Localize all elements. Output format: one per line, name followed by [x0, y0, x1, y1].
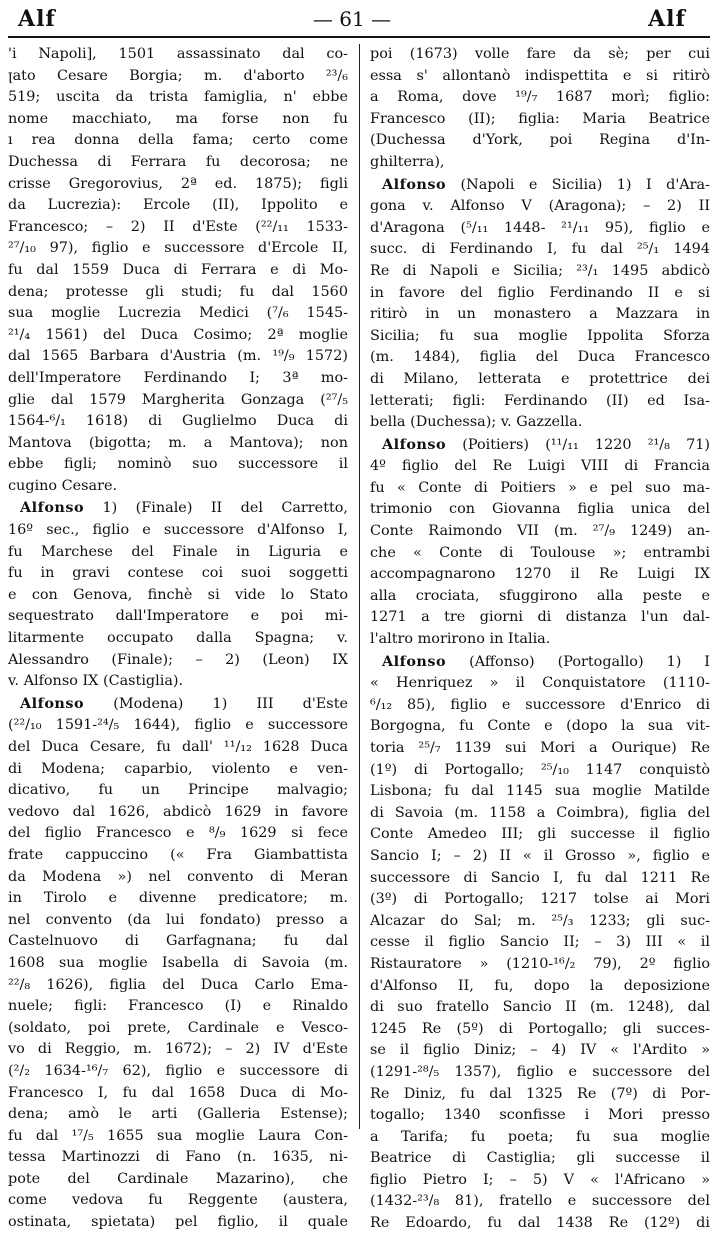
line-text: 'i Napoli], 1501 assassinato dal co- — [8, 46, 348, 62]
line-text: del figlio Francesco e ⁸/₉ 1629 si fece — [8, 825, 348, 842]
line-text: gona v. Alfonso V (Aragona); – 2) II — [370, 198, 710, 215]
line-text: pote del Cardinale Mazarino), che — [8, 1170, 348, 1187]
line-text: Francesco (II); figlia: Maria Beatrice — [370, 110, 710, 127]
line-text: 4º figlio del Re Luigi VIII di Francia — [370, 458, 710, 475]
line-text: v. Alfonso IX (Castiglia). — [8, 673, 184, 690]
text-line — [8, 845, 348, 867]
text-line — [370, 87, 710, 109]
line-text: di suo fratello Sancio II (m. 1248), dal — [370, 999, 710, 1016]
line-text: litarmente occupato dalla Spagna; v. — [8, 630, 348, 647]
entry-headword: Alfonso — [20, 499, 85, 517]
line-text: (Napoli e Sicilia) 1) I d'Ara- — [446, 176, 710, 193]
line-text: dell'Imperatore Ferdinando I; 3ª mo- — [8, 369, 348, 386]
text-line — [370, 152, 710, 174]
header-left-word: Alf — [18, 6, 56, 32]
left-column — [8, 44, 348, 1235]
line-text: (3º) di Portogallo; 1217 tolse ai Mori — [370, 891, 710, 908]
line-text: essa s' allontanò indispettita e si ritirò — [370, 67, 710, 84]
text-line — [370, 1191, 710, 1213]
text-line — [8, 650, 348, 672]
text-line — [370, 629, 710, 651]
text-line — [8, 780, 348, 802]
line-text: sua moglie Lucrezia Medici (⁷/₆ 1545- — [8, 305, 348, 322]
text-line — [370, 478, 710, 500]
text-line — [370, 369, 710, 391]
text-line — [8, 867, 348, 889]
text-line — [370, 1062, 710, 1084]
line-text: di Milano, letterata e protettrice dei — [370, 370, 710, 387]
text-line — [8, 109, 348, 131]
right-column — [370, 44, 710, 1235]
line-text: (1432-²³/₈ 81), fratello e successore del — [370, 1193, 710, 1210]
line-text: da Modena ») nel convento di Meran — [8, 868, 348, 885]
text-line — [8, 520, 348, 542]
line-text: alla crociata, sfuggirono alla peste e — [370, 587, 710, 604]
line-text: fu Marchese del Finale in Liguria e — [8, 543, 348, 560]
text-line — [8, 497, 348, 520]
line-text: Castelnuovo di Garfagnana; fu dal — [8, 933, 348, 950]
line-text: a Roma, dove ¹⁹/₇ 1687 morì; figlio: — [370, 89, 710, 106]
line-text: letterati; figli: Ferdinando (II) ed Isa- — [370, 392, 710, 409]
line-text: (²/₂ 1634-¹⁶/₇ 62), figlio e successore di — [8, 1062, 348, 1079]
line-text: e con Genova, finchè si vide lo Stato — [8, 586, 348, 603]
line-text: (Modena) 1) III d'Este — [84, 695, 348, 712]
line-text: (m. 1484), figlia del Duca Francesco — [370, 349, 710, 366]
line-text: toria ²⁵/₇ 1139 sui Mori a Ourique) Re — [370, 740, 710, 756]
text-line — [370, 760, 710, 782]
text-line — [8, 693, 348, 716]
text-line — [8, 628, 348, 650]
line-text: nuele; figli: Francesco (I) e Rinaldo — [8, 998, 348, 1015]
text-line — [370, 412, 710, 434]
line-text: successore di Sancio I, fu dal 1211 Re — [370, 869, 710, 886]
text-line — [370, 564, 710, 586]
text-line — [370, 326, 710, 348]
line-text: fu « Conte di Poitiers » e pel suo ma- — [370, 479, 710, 496]
line-text: ⁶/₁₂ 85), figlio e successore d'Enrico di — [370, 696, 710, 713]
text-line — [370, 824, 710, 846]
text-line — [8, 66, 348, 88]
text-line — [8, 823, 348, 845]
line-text: 1608 sua moglie Isabella di Savoia (m. — [8, 954, 348, 971]
text-line — [370, 499, 710, 521]
text-line — [370, 218, 710, 240]
line-text: vo di Reggio, m. 1672); – 2) IV d'Este — [8, 1041, 348, 1058]
line-text: (Affonso) (Portogallo) 1) I — [446, 653, 710, 670]
text-line — [370, 1148, 710, 1170]
text-line — [370, 1084, 710, 1106]
text-line — [8, 715, 348, 737]
line-text: che « Conte di Toulouse »; entrambi — [370, 544, 710, 561]
line-text: poi (1673) volle fare da sè; per cui — [370, 46, 710, 62]
line-text: 1271 a tre giorni di distanza l'un dal- — [370, 609, 710, 626]
entry-headword: Alfonso — [382, 652, 447, 670]
line-text: Conte Amedeo III; gli successe il figlio — [370, 826, 710, 843]
line-text: nel convento (da lui fondato) presso a — [8, 911, 348, 928]
line-text: Francesco; – 2) II d'Este (²²/₁₁ 1533- — [8, 218, 348, 235]
text-line — [8, 303, 348, 325]
line-text: trimonio con Giovanna figlia unica del — [370, 501, 710, 518]
line-text: vedovo dal 1626, abdicò 1629 in favore — [8, 803, 348, 820]
text-line — [370, 543, 710, 565]
text-line — [8, 671, 348, 693]
line-text: Beatrice di Castiglia; gli successe il — [370, 1150, 710, 1167]
text-line — [8, 282, 348, 304]
line-text: se il figlio Diniz; – 4) IV « l'Ardito » — [370, 1042, 710, 1059]
text-line — [370, 738, 710, 760]
line-text: 1) (Finale) II del Carretto, — [84, 500, 348, 517]
line-text: ghilterra), — [370, 153, 445, 170]
text-line — [370, 1213, 710, 1235]
text-line — [8, 737, 348, 759]
text-line — [8, 346, 348, 368]
line-text: ²¹/₄ 1561) del Duca Cosimo; 2ª moglie — [8, 326, 348, 343]
line-text: succ. di Ferdinando I, fu dal ²⁵/₁ 1494 — [370, 241, 710, 258]
text-line — [8, 1018, 348, 1040]
line-text: 1245 Re (5º) di Portogallo; gli succes- — [370, 1020, 710, 1037]
line-text: Re Diniz, fu dal 1325 Re (7º) di Por- — [370, 1085, 710, 1102]
text-line — [370, 911, 710, 933]
line-text: ²⁷/₁₀ 97), figlio e successore d'Ercole II, — [8, 240, 348, 257]
line-text: sequestrato dall'Imperatore e poi mi- — [8, 608, 348, 625]
text-line — [8, 174, 348, 196]
text-line — [8, 195, 348, 217]
text-line — [8, 802, 348, 824]
line-text: (Poitiers) (¹¹/₁₁ 1220 ²¹/₈ 71) — [446, 436, 710, 453]
header-right-word: Alf — [648, 6, 686, 32]
column-divider — [359, 44, 360, 1129]
line-text: di Savoia (m. 1158 a Coimbra), figlia del — [370, 804, 710, 821]
line-text: in Tirolo e divenne predicatore; m. — [8, 890, 348, 907]
text-line — [370, 673, 710, 695]
text-line — [370, 456, 710, 478]
text-line — [8, 260, 348, 282]
line-text: crisse Gregorovius, 2ª ed. 1875); figli — [8, 175, 348, 192]
text-line — [370, 607, 710, 629]
text-line — [370, 434, 710, 457]
line-text: « Henriquez » il Conquistatore (1110- — [370, 675, 710, 692]
entry-headword: Alfonso — [20, 694, 85, 712]
text-line — [8, 1104, 348, 1126]
line-text: 519; uscita da trista famiglia, n' ebbe — [8, 89, 348, 106]
text-line — [370, 1127, 710, 1149]
line-text: in favore del figlio Ferdinando II e si — [370, 284, 710, 301]
line-text: Francesco I, fu dal 1658 Duca di Mo- — [8, 1084, 348, 1101]
text-line — [370, 954, 710, 976]
line-text: Sancio I; – 2) II « il Grosso », figlio e — [370, 847, 710, 864]
text-line — [370, 976, 710, 998]
line-text: Conte Raimondo VII (m. ²⁷/₉ 1249) an- — [370, 523, 710, 540]
text-line — [370, 781, 710, 803]
text-line — [370, 174, 710, 197]
line-text: (1º) di Portogallo; ²⁵/₁₀ 1147 conquistò — [370, 761, 710, 778]
text-line — [8, 996, 348, 1018]
text-line — [8, 217, 348, 239]
line-text: 1564-⁶/₁ 1618) di Guglielmo Duca di — [8, 413, 348, 430]
text-line — [370, 1040, 710, 1062]
line-text: nome macchiato, ma forse non fu — [8, 110, 348, 127]
line-text: ²²/₈ 1626), figlia del Duca Carlo Ema- — [8, 976, 348, 993]
text-line — [370, 651, 710, 674]
text-line — [370, 695, 710, 717]
text-line — [370, 1170, 710, 1192]
text-line — [370, 130, 710, 152]
page-header — [8, 6, 710, 38]
text-line — [8, 411, 348, 433]
line-text: dicativo, fu un Principe malvagio; — [8, 782, 348, 799]
text-columns — [8, 44, 710, 1235]
line-text: bella (Duchessa); v. Gazzella. — [370, 414, 583, 431]
line-text: dena; amò le arti (Galleria Estense); — [8, 1106, 348, 1123]
page-number: — 61 — — [312, 7, 392, 31]
entry-headword: Alfonso — [382, 175, 447, 193]
text-line — [8, 454, 348, 476]
line-text: (soldato, poi prete, Cardinale e Vesco- — [8, 1019, 348, 1036]
text-line — [8, 152, 348, 174]
text-line — [8, 542, 348, 564]
line-text: glie dal 1579 Margherita Gonzaga (²⁷/₅ — [8, 391, 348, 408]
line-text: ı rea donna della fama; certo come — [8, 132, 348, 149]
line-text: (Duchessa d'York, poi Regina d'In- — [370, 132, 710, 149]
text-line — [8, 563, 348, 585]
text-line — [8, 759, 348, 781]
line-text: fu dal 1559 Duca di Ferrara e di Mo- — [8, 261, 348, 278]
text-line — [8, 1212, 348, 1234]
line-text: ostinata, spietata) pel figlio, il quale — [8, 1214, 348, 1231]
text-line — [8, 87, 348, 109]
line-text: Re di Napoli e Sicilia; ²³/₁ 1495 abdicò — [370, 262, 710, 279]
text-line — [8, 1061, 348, 1083]
line-text: Lisbona; fu dal 1145 sua moglie Matilde — [370, 783, 710, 800]
text-line — [8, 1083, 348, 1105]
line-text: Mantova (bigotta; m. a Mantova); non — [8, 434, 348, 451]
text-line — [370, 239, 710, 261]
line-text: l'altro morirono in Italia. — [370, 631, 551, 648]
entry-headword: Alfonso — [382, 435, 447, 453]
line-text: ebbe figli; nominò suo successore il — [8, 456, 348, 473]
text-line — [370, 304, 710, 326]
line-text: da Lucrezia): Ercole (II), Ippolito e — [8, 197, 348, 214]
line-text: dal 1565 Barbara d'Austria (m. ¹⁹/₉ 1572) — [8, 348, 348, 365]
line-text: fu dal ¹⁷/₅ 1655 sua moglie Laura Con- — [8, 1127, 348, 1144]
line-text: Sicilia; fu sua moglie Ippolita Sforza — [370, 327, 710, 344]
line-text: d'Aragona (⁵/₁₁ 1448- ²¹/₁₁ 95), figlio e — [370, 219, 710, 236]
text-line — [370, 997, 710, 1019]
line-text: ritirò in un monastero a Mazzara in — [370, 306, 710, 323]
line-text: Borgogna, fu Conte e (dopo la sua vit- — [370, 718, 710, 735]
text-line — [8, 931, 348, 953]
text-line — [8, 1126, 348, 1148]
text-line — [8, 606, 348, 628]
line-text: accompagnarono 1270 il Re Luigi IX — [370, 566, 710, 583]
text-line — [370, 347, 710, 369]
text-line — [8, 1169, 348, 1191]
text-line — [8, 953, 348, 975]
line-text: fu in gravi contese coi suoi soggetti — [8, 565, 348, 582]
text-line — [8, 585, 348, 607]
text-line — [370, 1105, 710, 1127]
text-line — [8, 325, 348, 347]
text-line — [8, 390, 348, 412]
text-line — [370, 196, 710, 218]
line-text: Re Edoardo, fu dal 1438 Re (12º) di — [370, 1215, 710, 1232]
line-text: d'Alfonso II, fu, dopo la deposizione — [370, 977, 710, 994]
text-line — [8, 433, 348, 455]
text-line — [8, 130, 348, 152]
line-text: dena; protesse gli studi; fu dal 1560 — [8, 283, 348, 300]
line-text: frate cappuccino (« Fra Giambattista — [8, 846, 348, 863]
text-line — [370, 846, 710, 868]
text-line — [370, 261, 710, 283]
line-text: cugino Cesare. — [8, 477, 118, 494]
line-text: ꞁato Cesare Borgia; m. d'aborto ²³/₆ — [8, 67, 348, 84]
text-line — [370, 889, 710, 911]
line-text: 16º sec., figlio e successore d'Alfonso I, — [8, 522, 348, 539]
text-line — [8, 975, 348, 997]
text-line — [8, 910, 348, 932]
text-line — [370, 391, 710, 413]
line-text: del Duca Cesare, fu dall' ¹¹/₁₂ 1628 Duca — [8, 739, 348, 755]
text-line — [8, 1039, 348, 1061]
text-line — [8, 44, 348, 66]
line-text: (²²/₁₀ 1591-²⁴/₅ 1644), figlio e successore — [8, 717, 348, 734]
text-line — [370, 1019, 710, 1041]
line-text: Ristauratore » (1210-¹⁶/₂ 79), 2º figlio — [370, 955, 710, 972]
line-text: a Tarifa; fu poeta; fu sua moglie — [370, 1128, 710, 1145]
line-text: togallo; 1340 sconfisse i Mori presso — [370, 1107, 710, 1124]
line-text: Duchessa di Ferrara fu decorosa; ne — [8, 153, 348, 170]
text-line — [8, 476, 348, 498]
text-line — [370, 66, 710, 88]
text-line — [370, 109, 710, 131]
text-line — [370, 716, 710, 738]
text-line — [370, 521, 710, 543]
text-line — [8, 368, 348, 390]
text-line — [8, 1147, 348, 1169]
line-text: figlio Pietro I; – 5) V « l'Africano » — [370, 1171, 710, 1188]
line-text: di Modena; caparbio, violento e ven- — [8, 760, 348, 777]
text-line — [8, 238, 348, 260]
text-line — [370, 868, 710, 890]
text-line — [8, 1190, 348, 1212]
line-text: cesse il figlio Sancio II; – 3) III « il — [370, 934, 710, 951]
line-text: Alcazar do Sal; m. ²⁵/₃ 1233; gli suc- — [370, 912, 710, 929]
text-line — [8, 888, 348, 910]
text-line — [370, 44, 710, 66]
line-text: tessa Martinozzi di Fano (n. 1635, ni- — [8, 1149, 348, 1166]
text-line — [370, 283, 710, 305]
line-text: come vedova fu Reggente (austera, — [8, 1192, 348, 1209]
line-text: (1291-²⁸/₅ 1357), figlio e successore del — [370, 1063, 710, 1080]
line-text: Alessandro (Finale); – 2) (Leon) IX — [8, 651, 348, 668]
text-line — [370, 932, 710, 954]
text-line — [370, 586, 710, 608]
text-line — [370, 803, 710, 825]
